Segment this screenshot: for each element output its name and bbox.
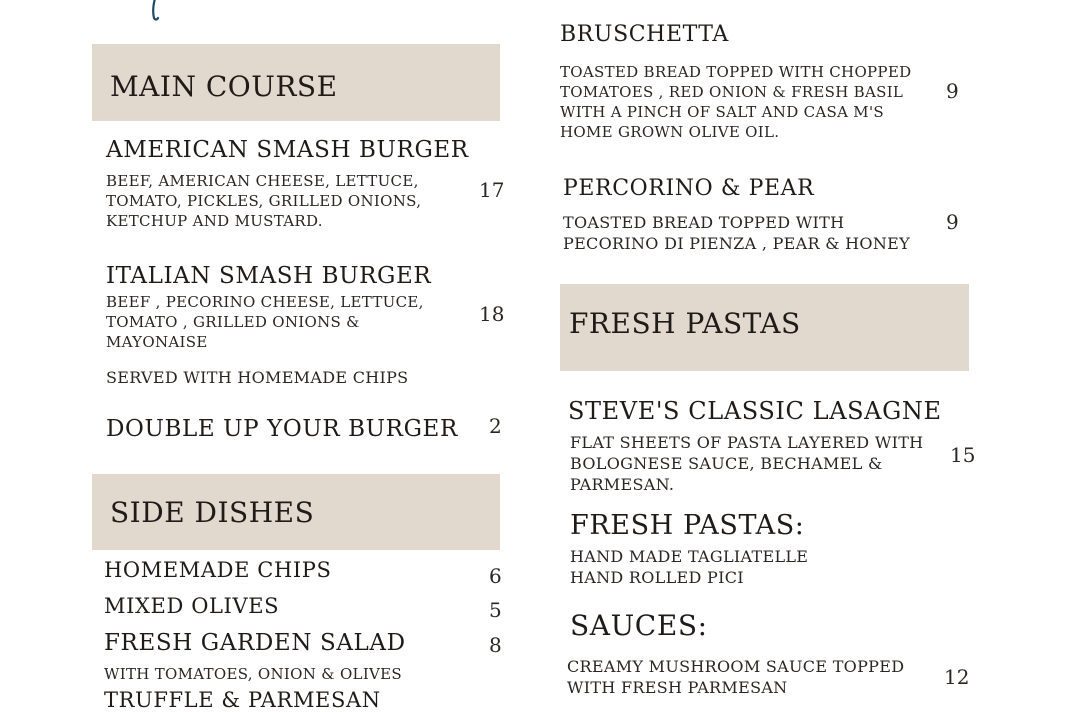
menu-item-description: TOASTED BREAD TOPPED WITH CHOPPED TOMATOES , RED ONION & FRESH BASIL WITH A PINCH OF SALT AND CASA M'S HOME GROWN OLIVE OIL. bbox=[560, 63, 912, 141]
menu-item-price: 8 bbox=[489, 633, 502, 657]
menu-item-name: BRUSCHETTA bbox=[560, 22, 729, 47]
cut-off-heading bbox=[560, 0, 720, 4]
menu-item-description: CREAMY MUSHROOM SAUCE TOPPED WITH FRESH PARMESAN bbox=[567, 657, 905, 697]
menu-item-name: PERCORINO & PEAR bbox=[563, 176, 815, 201]
menu-item-name: FRESH GARDEN SALAD bbox=[104, 630, 406, 656]
menu-item-price: 6 bbox=[489, 564, 502, 588]
menu-item-description: BEEF, AMERICAN CHEESE, LETTUCE, TOMATO, PICKLES, GRILLED ONIONS, KETCHUP AND MUSTARD. bbox=[106, 172, 422, 230]
menu-item-description: FLAT SHEETS OF PASTA LAYERED WITH BOLOGNESE SAUCE, BECHAMEL & PARMESAN. bbox=[570, 433, 924, 494]
pasta-types-list: HAND MADE TAGLIATELLE HAND ROLLED PICI bbox=[570, 547, 809, 587]
menu-item-description: BEEF , PECORINO CHEESE, LETTUCE, TOMATO , GRILLED ONIONS & MAYONAISE bbox=[106, 293, 424, 351]
side-dishes-heading: SIDE DISHES bbox=[110, 496, 315, 529]
menu-item-name: DOUBLE UP YOUR BURGER bbox=[106, 416, 458, 442]
menu-item-price: 12 bbox=[944, 665, 970, 689]
menu-item-price: 2 bbox=[489, 414, 502, 438]
fresh-pastas-heading: FRESH PASTAS bbox=[569, 307, 801, 340]
served-with-note: SERVED WITH HOMEMADE CHIPS bbox=[106, 368, 409, 387]
menu-item-description: WITH TOMATOES, ONION & OLIVES bbox=[104, 665, 402, 683]
pasta-types-title: FRESH PASTAS: bbox=[570, 510, 805, 541]
menu-item-price: 15 bbox=[950, 443, 976, 467]
menu-item-price: 5 bbox=[489, 598, 502, 622]
menu-item-name: STEVE'S CLASSIC LASAGNE bbox=[568, 397, 942, 425]
sauces-title: SAUCES: bbox=[570, 609, 708, 642]
menu-item-price: 9 bbox=[946, 210, 959, 234]
menu-item-name: MIXED OLIVES bbox=[104, 594, 280, 618]
menu-item-price: 17 bbox=[479, 178, 505, 202]
menu-item-name: ITALIAN SMASH BURGER bbox=[106, 263, 432, 289]
menu-item-name: TRUFFLE & PARMESAN bbox=[104, 688, 381, 712]
menu-item-name: AMERICAN SMASH BURGER bbox=[106, 137, 469, 163]
menu-item-price: 18 bbox=[479, 302, 505, 326]
menu-item-price: 9 bbox=[946, 79, 959, 103]
logo-flourish-icon bbox=[148, 0, 162, 22]
menu-item-name: HOMEMADE CHIPS bbox=[104, 558, 332, 582]
menu-item-description: TOASTED BREAD TOPPED WITH PECORINO DI PIENZA , PEAR & HONEY bbox=[563, 213, 910, 253]
main-course-heading: MAIN COURSE bbox=[110, 70, 338, 103]
